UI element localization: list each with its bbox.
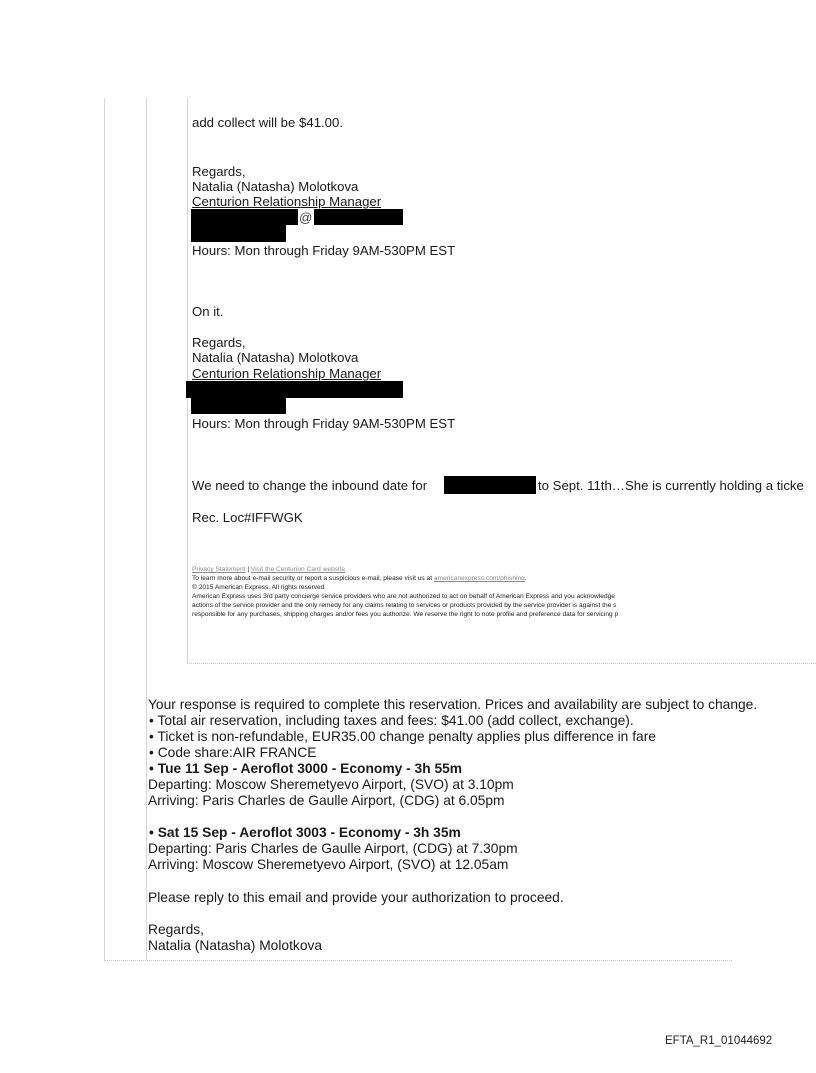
reservation-bullet-ticket [149, 729, 656, 745]
email-a-hours: Hours: Mon through Friday 9AM-530PM EST [192, 243, 456, 258]
document-id: EFTA_R1_01044692 [665, 1035, 773, 1047]
bullet-glyph: • [149, 729, 154, 744]
redaction-block [191, 225, 286, 242]
phishing-link[interactable]: americanexpress.com/phishing [433, 575, 525, 582]
quote-bottom-rule [104, 960, 732, 961]
flight1-arriving: Arriving: Paris Charles de Gaulle Airport, (CDG) at 6.05pm [148, 793, 505, 808]
footer-security-period: . [524, 575, 527, 582]
footer-links [192, 566, 345, 575]
bullet-text: Total air reservation, including taxes and fees: $41.00 (add collect, exchange). [157, 713, 634, 728]
flight1-header-text: Tue 11 Sep - Aeroflot 3000 - Economy - 3h 55m [157, 761, 463, 776]
reservation-intro: Your response is required to complete this reservation. Prices and availability are subject to change. [148, 697, 758, 712]
email-b-regards: Regards, [192, 335, 246, 350]
flight1-departing: Departing: Moscow Sheremetyevo Airport, (SVO) at 3.10pm [148, 777, 514, 792]
bullet-text: Code share:AIR FRANCE [157, 745, 317, 760]
email-a-regards: Regards, [192, 164, 246, 179]
centurion-website-link[interactable]: Visit the Centurion Card website [250, 566, 345, 573]
redaction-block [191, 209, 298, 225]
privacy-statement-link[interactable]: Privacy Statement [192, 566, 246, 573]
redaction-block [186, 381, 403, 398]
email-c-line1-start: We need to change the inbound date for [192, 478, 428, 493]
email-c-rec-loc: Rec. Loc#IFFWGK [192, 510, 303, 525]
footer-copyright: © 2015 American Express. All rights reserved [192, 584, 325, 591]
closing-name: Natalia (Natasha) Molotkova [148, 938, 323, 953]
footer-separator: | [247, 566, 250, 573]
redaction-block [444, 476, 536, 494]
email-c-line1-end: to Sept. 11th…She is currently holding a ticke [538, 478, 804, 493]
bullet-glyph: • [149, 825, 154, 840]
bullet-glyph: • [149, 761, 154, 776]
email-b-name: Natalia (Natasha) Molotkova [192, 350, 359, 365]
email-b-line1: On it. [192, 304, 224, 319]
footer-security-text: To learn more about e-mail security or report a suspicious e-mail, please visit us at [192, 575, 433, 582]
email-a-line1: add collect will be $41.00. [192, 115, 344, 130]
flight2-departing: Departing: Paris Charles de Gaulle Airport, (CDG) at 7.30pm [148, 841, 518, 856]
email-b-title: Centurion Relationship Manager [192, 366, 382, 381]
footer-disclaimer-line2: actions of the service provider and the only remedy for any claims relating to services or products provided by the service provider is against the s [192, 602, 617, 609]
nested-quote-bottom-rule [187, 663, 816, 664]
bullet-text: Ticket is non-refundable, EUR35.00 change penalty applies plus difference in fare [157, 729, 656, 744]
inner-quote-rule [146, 98, 147, 960]
flight1-header [149, 761, 462, 777]
outer-quote-rule [104, 98, 105, 960]
email-a-title: Centurion Relationship Manager [192, 194, 382, 209]
flight2-header [149, 825, 461, 841]
reply-request: Please reply to this email and provide your authorization to proceed. [148, 890, 564, 905]
redaction-block [314, 209, 403, 225]
reservation-bullet-total [149, 713, 634, 729]
email-a-at-sign: @ [299, 210, 313, 225]
bullet-glyph: • [149, 713, 154, 728]
redaction-block [191, 397, 286, 414]
flight2-arriving: Arriving: Moscow Sheremetyevo Airport, (SVO) at 12.05am [148, 857, 509, 872]
closing-regards: Regards, [148, 922, 204, 937]
footer-security-line [192, 575, 527, 584]
email-b-hours: Hours: Mon through Friday 9AM-530PM EST [192, 416, 456, 431]
reservation-bullet-codeshare [149, 745, 316, 761]
bullet-glyph: • [149, 745, 154, 760]
flight2-header-text: Sat 15 Sep - Aeroflot 3003 - Economy - 3h 35m [157, 825, 461, 840]
footer-disclaimer-line3: responsible for any purchases, shipping charges and/or fees you authorize. We reserve the right to note profile and preference data for servicing p [192, 611, 619, 618]
footer-disclaimer-line1: American Express uses 3rd party concierge service providers who are not authorized to act on behalf of American Express and you acknowledge [192, 593, 615, 600]
email-a-name: Natalia (Natasha) Molotkova [192, 179, 359, 194]
